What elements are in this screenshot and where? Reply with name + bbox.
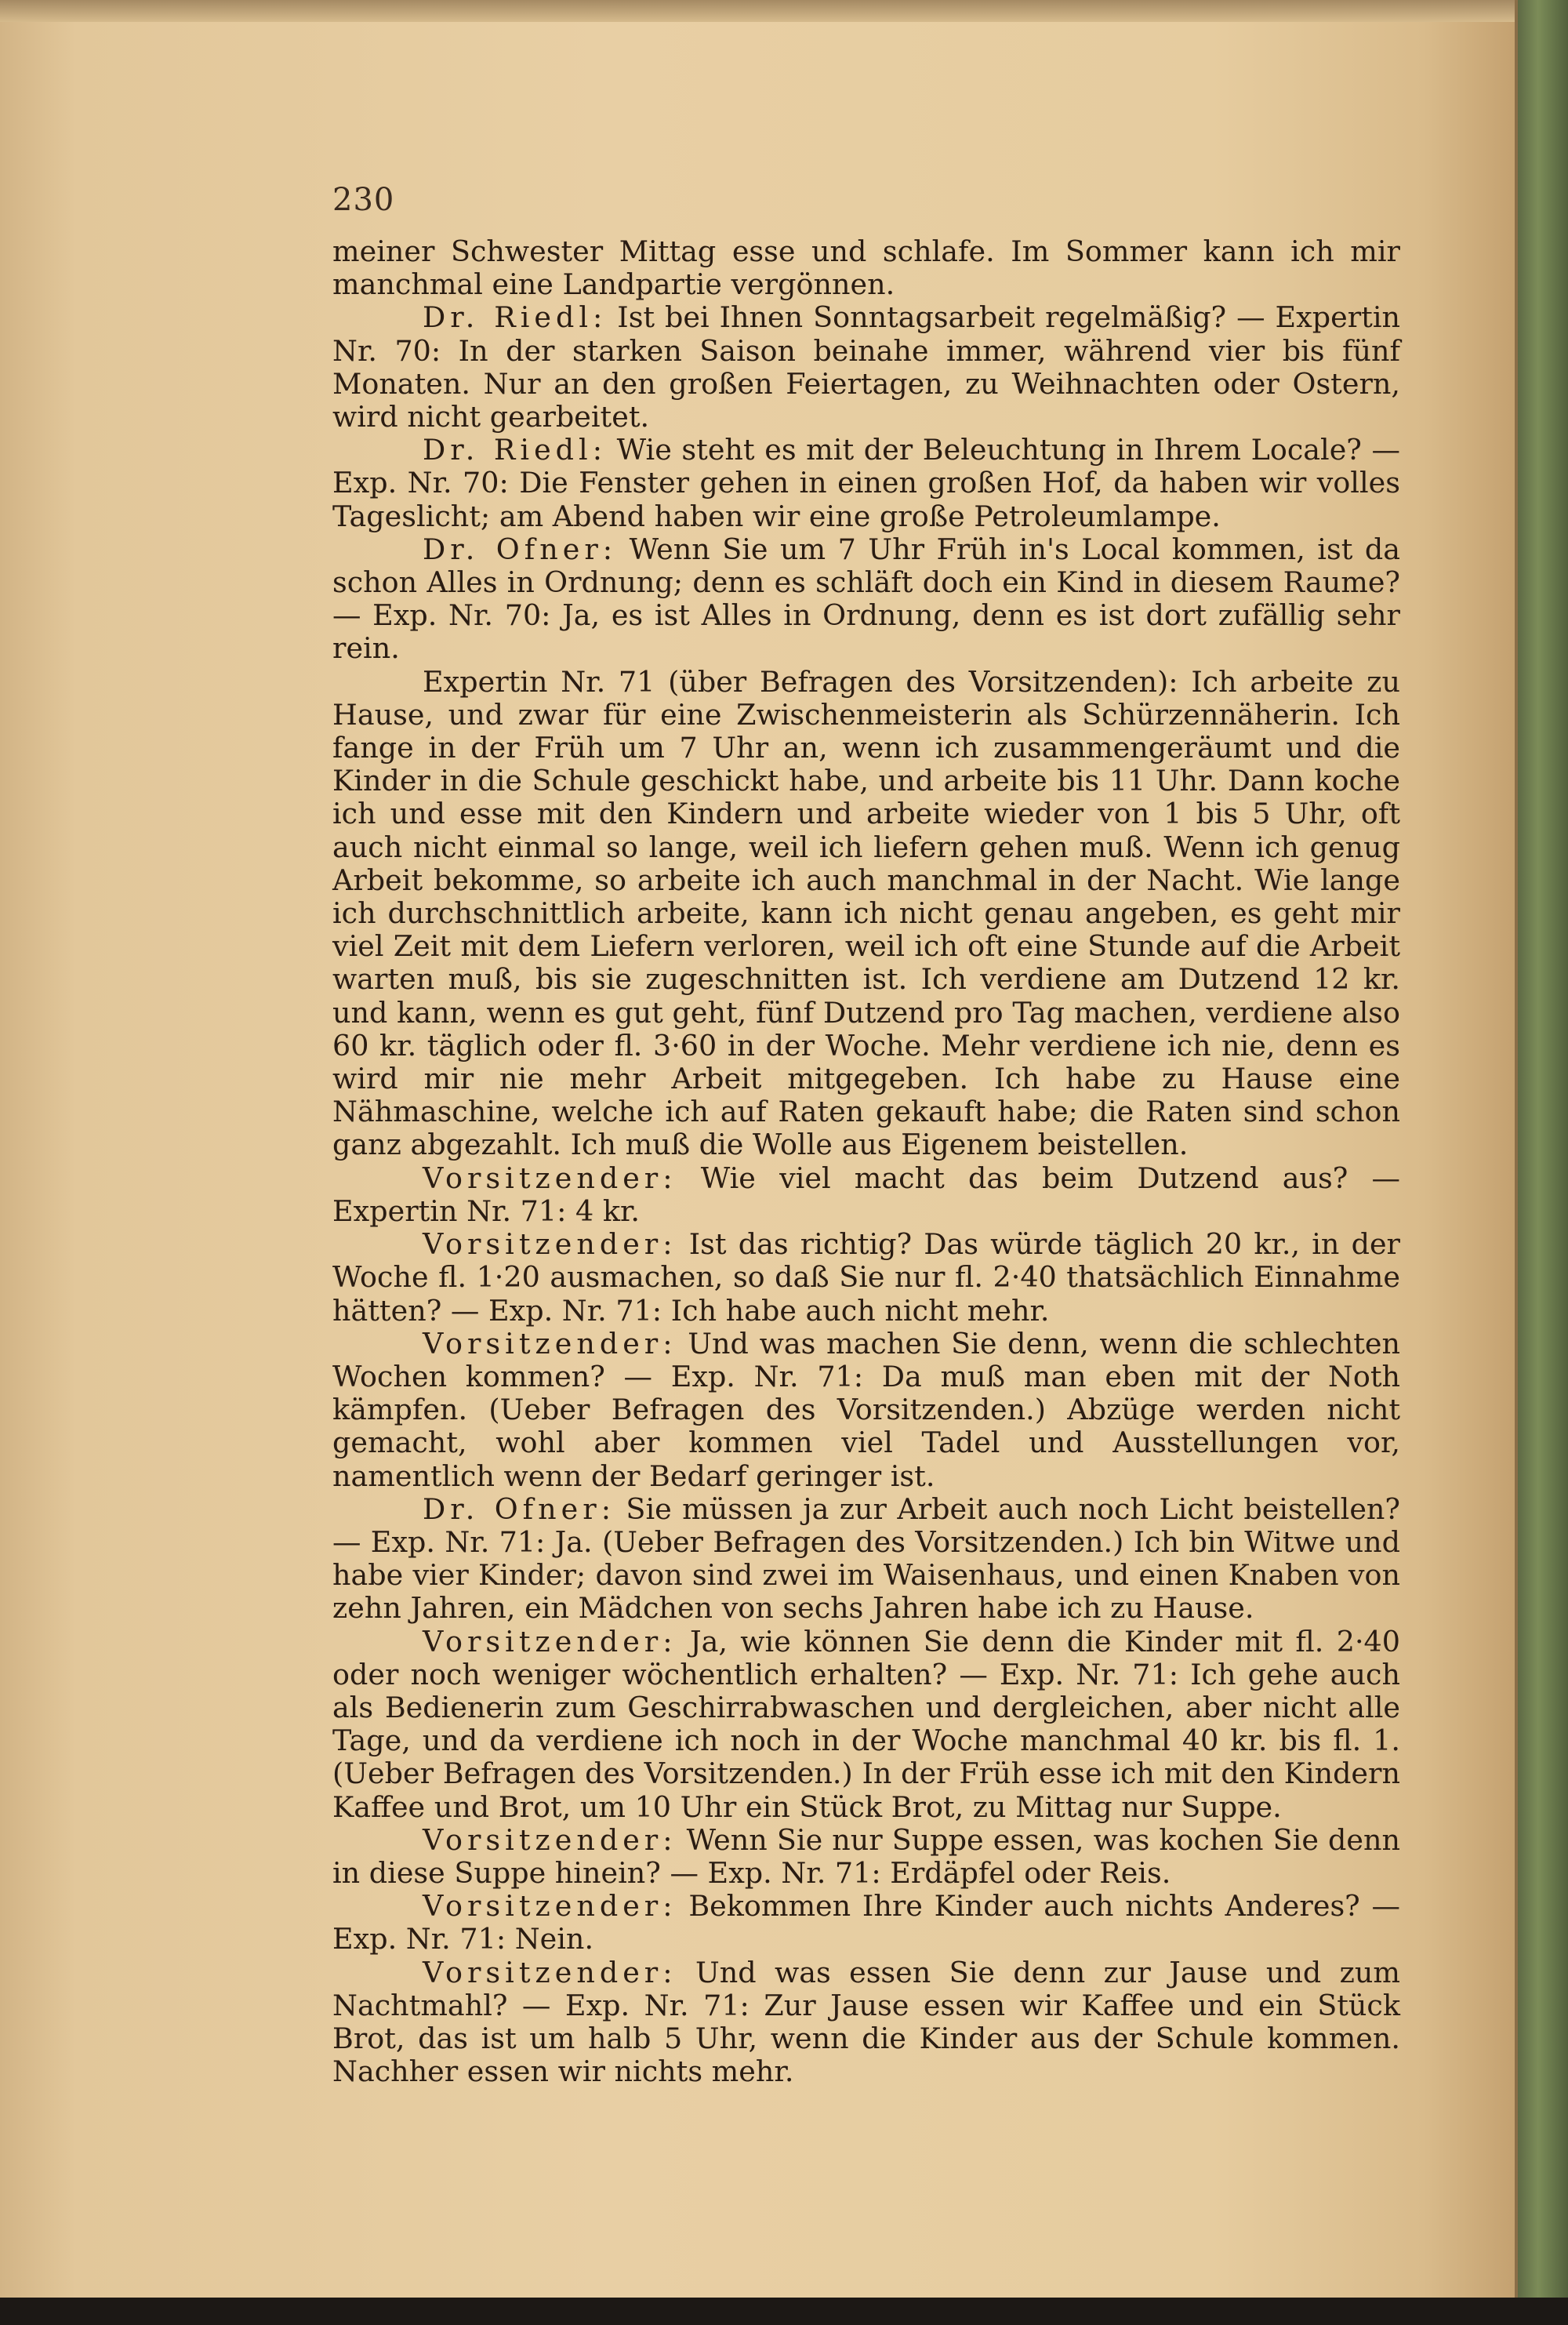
paragraph-2: Dr. Riedl: Ist bei Ihnen Sonntagsarbeit regelmäßig? — Expertin Nr. 70: In der starken Saison beinahe immer, während vier bis fünf Monaten. Nur an den großen Feiertagen, zu Weihnachten oder Ostern, wird nicht gearbeitet. bbox=[332, 300, 1400, 434]
paragraph-1: meiner Schwester Mittag esse und schlafe. Im Sommer kann ich mir manchmal eine Landpartie vergönnen. bbox=[332, 234, 1400, 302]
paragraph-10: Vorsitzender: Ja, wie können Sie denn die Kinder mit fl. 2·40 oder noch weniger wöchentlich erhalten? — Exp. Nr. 71: Ich gehe auch als Bedienerin zum Geschirrabwaschen und dergleichen, aber nicht alle Tage, und da verdiene ich noch in der Woche manchmal 40 kr. bis fl. 1. (Ueber Befragen des Vorsitzenden.) In der Früh esse ich mit den Kindern Kaffee und Brot, um 10 Uhr ein Stück Brot, zu Mittag nur Suppe. bbox=[332, 1624, 1400, 1824]
speaker-label: Vorsitzender: bbox=[423, 1227, 677, 1262]
paragraph-8: Vorsitzender: Und was machen Sie denn, wenn die schlechten Wochen kommen? — Exp. Nr. 71: Da muß man eben mit der Noth kämpfen. (Ueber Befragen des Vorsitzenden.) Abzüge werden nicht gemacht, wohl aber kommen viel Tadel und Ausstellungen vor, namentlich wenn der Bedarf geringer ist. bbox=[332, 1326, 1400, 1493]
book-binding-edge bbox=[1518, 0, 1568, 2325]
speaker-label: Vorsitzender: bbox=[423, 1889, 677, 1924]
page-body-text bbox=[332, 235, 1400, 2088]
paragraph-4: Dr. Ofner: Wenn Sie um 7 Uhr Früh in's Local kommen, ist da schon Alles in Ordnung; denn es schläft doch ein Kind in diesem Raume? — Exp. Nr. 70: Ja, es ist Alles in Ordnung, denn es ist dort zufällig sehr rein. bbox=[332, 532, 1400, 666]
paragraph-13: Vorsitzender: Und was essen Sie denn zur Jause und zum Nachtmahl? — Exp. Nr. 71: Zur Jause essen wir Kaffee und ein Stück Brot, das ist um halb 5 Uhr, wenn die Kinder aus der Schule kommen. Nachher essen wir nichts mehr. bbox=[332, 1955, 1400, 2089]
speaker-label: Vorsitzender: bbox=[423, 1955, 677, 1989]
scan-bottom-border bbox=[0, 2298, 1568, 2325]
speaker-label: Vorsitzender: bbox=[423, 1624, 677, 1658]
paragraph-12: Vorsitzender: Bekommen Ihre Kinder auch nichts Anderes? — Exp. Nr. 71: Nein. bbox=[332, 1889, 1400, 1956]
speaker-label: Dr. Riedl: bbox=[423, 300, 608, 335]
paragraph-3: Dr. Riedl: Wie steht es mit der Beleuchtung in Ihrem Locale? — Exp. Nr. 70: Die Fenster gehen in einen großen Hof, da haben wir volles Tageslicht; am Abend haben wir eine große Petroleumlampe. bbox=[332, 433, 1401, 533]
paragraph-7: Vorsitzender: Ist das richtig? Das würde täglich 20 kr., in der Woche fl. 1·20 ausmachen, so daß Sie nur fl. 2·40 thatsächlich Einnahme hätten? — Exp. Nr. 71: Ich habe auch nicht mehr. bbox=[332, 1227, 1400, 1328]
speaker-label: Vorsitzender: bbox=[423, 1161, 677, 1195]
paragraph-9: Dr. Ofner: Sie müssen ja zur Arbeit auch noch Licht beistellen? — Exp. Nr. 71: Ja. (Ueber Befragen des Vorsitzenden.) Ich bin Witwe und habe vier Kinder; davon sind zwei im Waisenhaus, und einen Knaben von zehn Jahren, ein Mädchen von sechs Jahren habe ich zu Hause. bbox=[332, 1491, 1400, 1626]
paragraph-5: Expertin Nr. 71 (über Befragen des Vorsitzenden): Ich arbeite zu Hause, und zwar für eine Zwischenmeisterin als Schürzennäherin. Ich fange in der Früh um 7 Uhr an, wenn ich zusammengeräumt und die Kinder in die Schule geschickt habe, und arbeite bis 11 Uhr. Dann koche ich und esse mit den Kindern und arbeite wieder von 1 bis 5 Uhr, oft auch nicht einmal so lange, weil ich liefern gehen muß. Wenn ich genug Arbeit bekomme, so arbeite ich auch manchmal in der Nacht. Wie lange ich durchschnittlich arbeite, kann ich nicht genau angeben, es geht mir viel Zeit mit dem Liefern verloren, weil ich oft eine Stunde auf die Arbeit warten muß, bis sie zugeschnitten ist. Ich verdiene am Dutzend 12 kr. und kann, wenn es gut geht, fünf Dutzend pro Tag machen, verdiene also 60 kr. täglich oder fl. 3·60 in der Woche. Mehr verdiene ich nie, denn es wird mir nie mehr Arbeit mitgegeben. Ich habe zu Hause eine Nähmaschine, welche ich auf Raten gekauft habe; die Raten sind schon ganz abgezahlt. Ich muß die Wolle aus Eigenem beistellen. bbox=[332, 664, 1400, 1162]
speaker-label: Dr. Ofner: bbox=[423, 1491, 616, 1526]
speaker-label: Dr. Ofner: bbox=[423, 532, 618, 566]
speaker-label: Vorsitzender: bbox=[423, 1822, 677, 1857]
paragraph-6: Vorsitzender: Wie viel macht das beim Dutzend aus? — Expertin Nr. 71: 4 kr. bbox=[332, 1161, 1400, 1228]
speaker-label: Vorsitzender: bbox=[423, 1326, 677, 1360]
page-top-edge bbox=[0, 0, 1515, 22]
paragraph-11: Vorsitzender: Wenn Sie nur Suppe essen, was kochen Sie denn in diese Suppe hinein? — Exp. Nr. 71: Erdäpfel oder Reis. bbox=[332, 1822, 1400, 1890]
speaker-label: Dr. Riedl: bbox=[423, 433, 608, 467]
page-number: 230 bbox=[332, 182, 395, 218]
